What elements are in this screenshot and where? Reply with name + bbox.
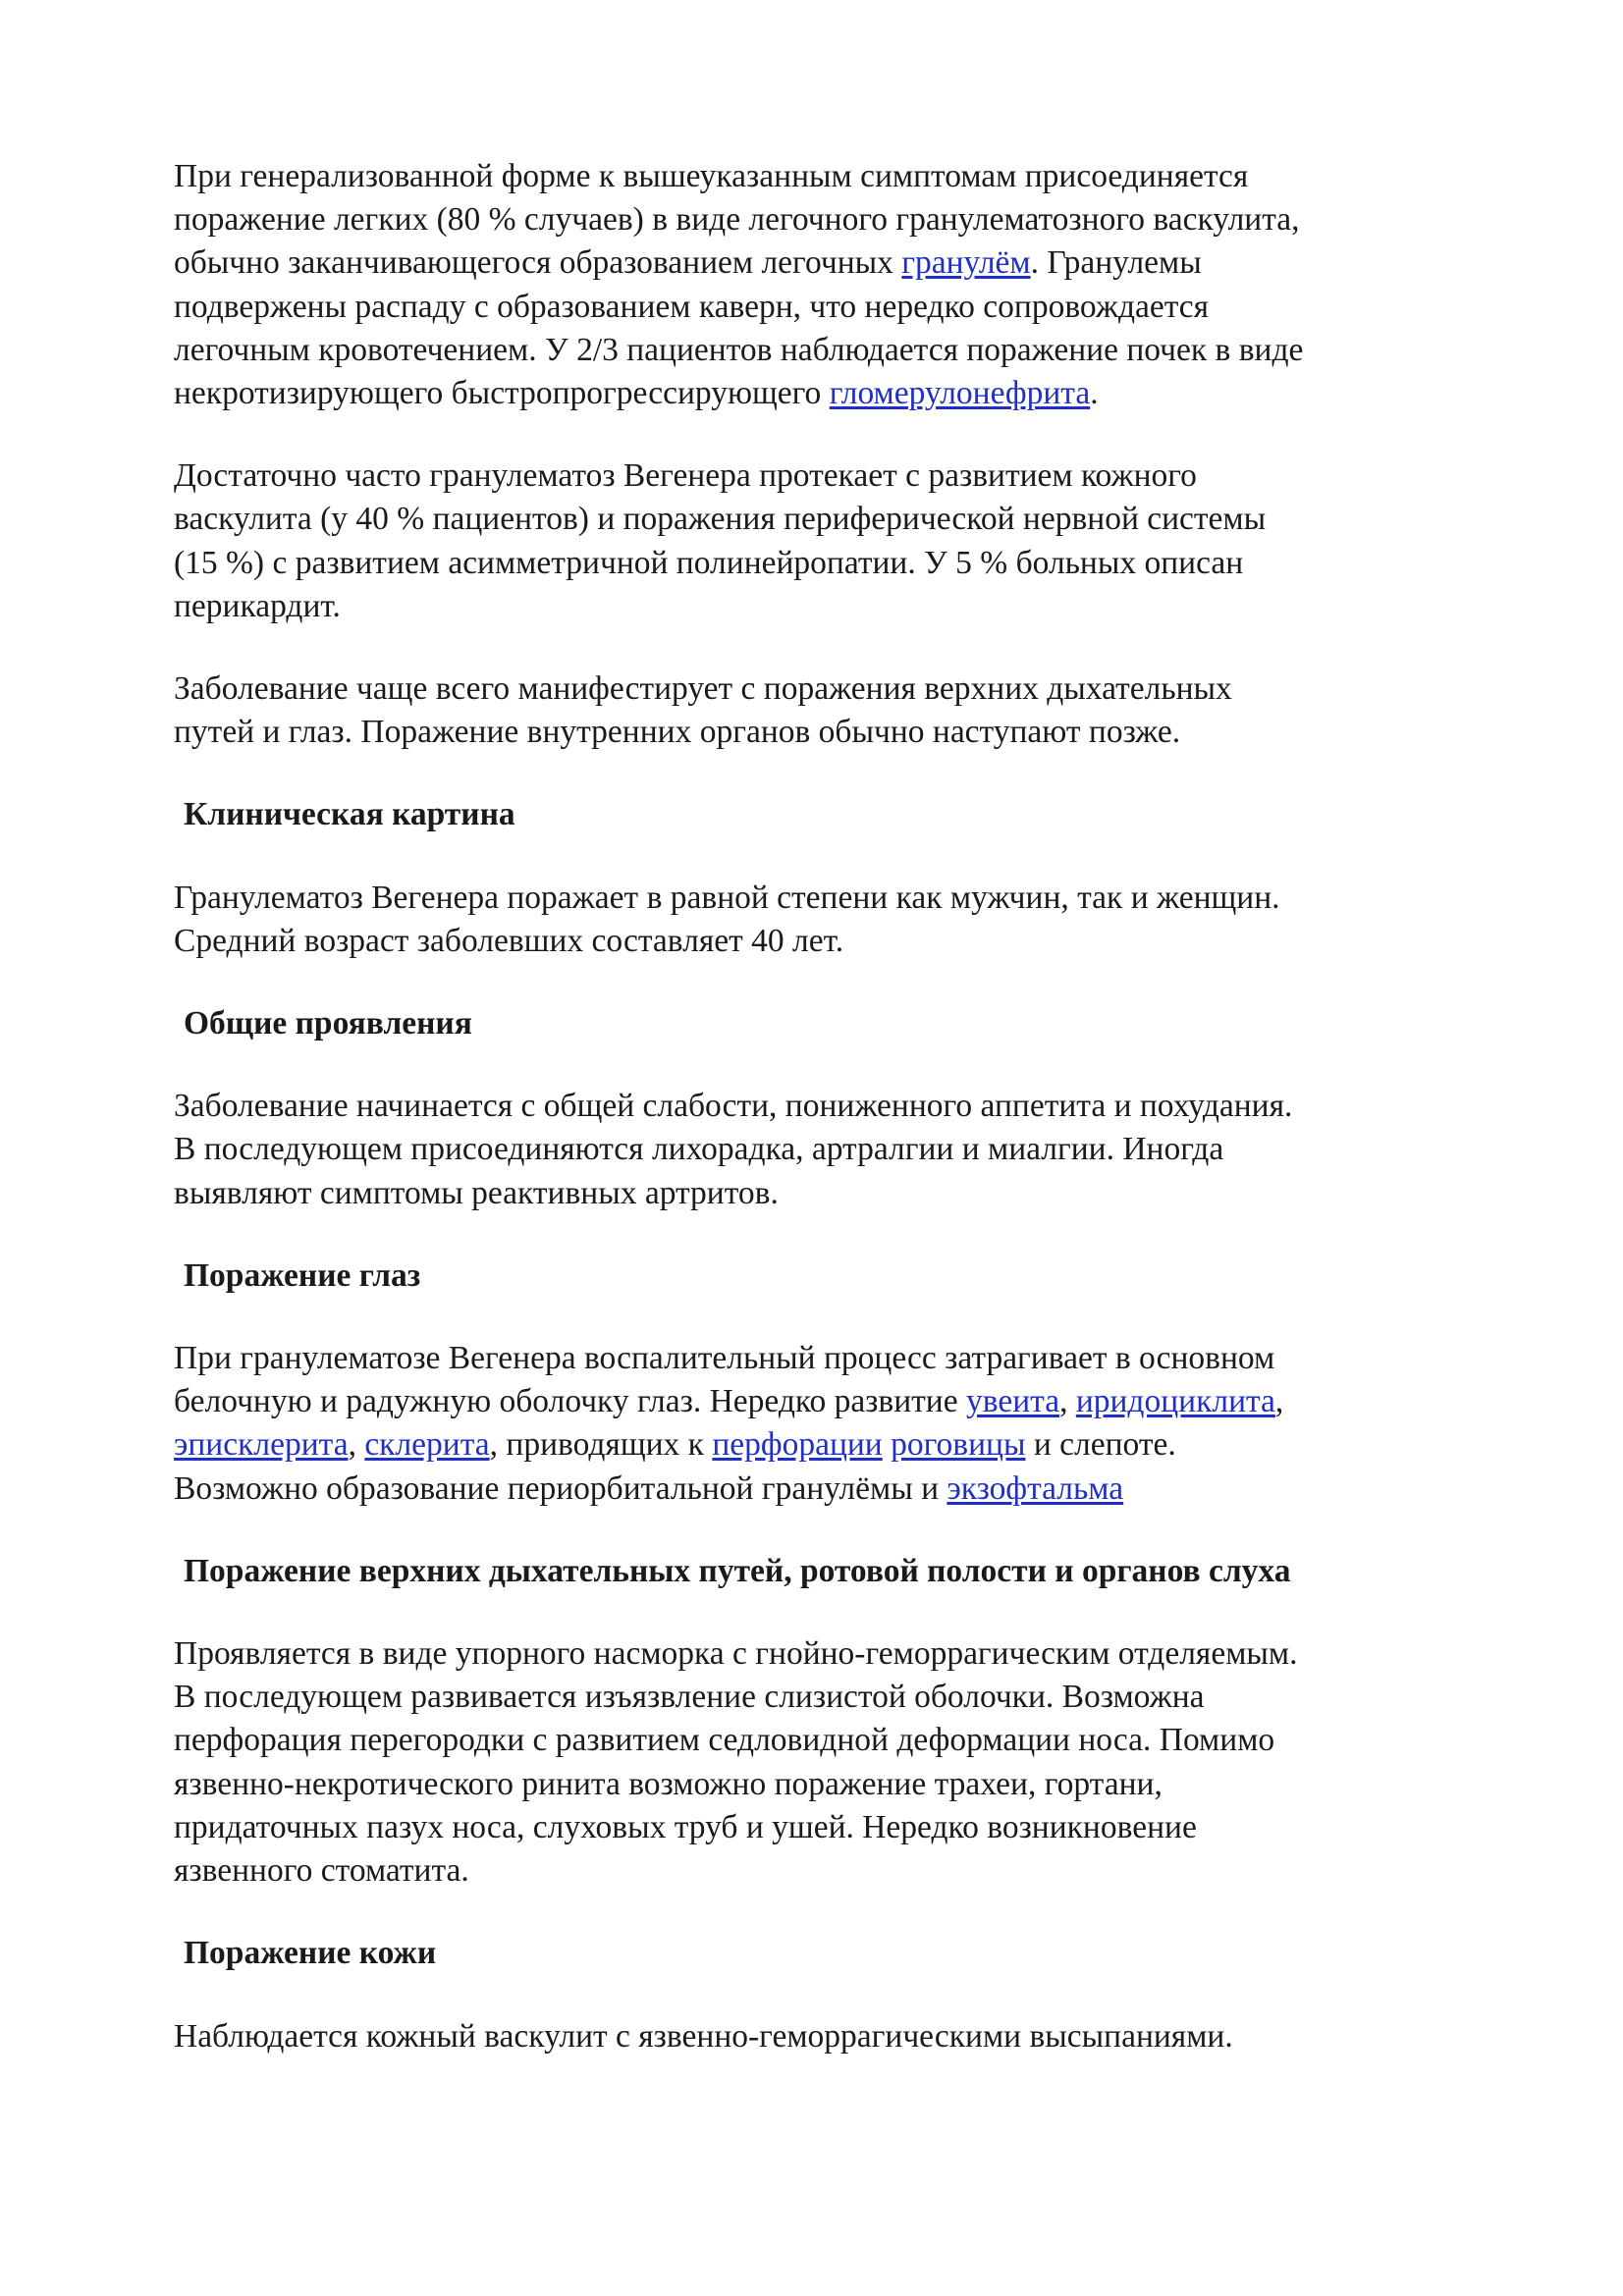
text-line bbox=[174, 1468, 1476, 1511]
text-line: легочным кровотечением. У 2/3 пациентов наблюдается поражение почек в виде bbox=[174, 331, 1304, 368]
text-line bbox=[174, 241, 1476, 285]
text-line: Проявляется в виде упорного насморка с гнойно-геморрагическим отделяемым. bbox=[174, 1635, 1298, 1673]
link-granulomas[interactable]: гранулём bbox=[901, 244, 1031, 282]
link-exophthalmos[interactable]: экзофтальма bbox=[947, 1469, 1124, 1507]
text-line: При гранулематозе Вегенера воспалительный процесс затрагивает в основном bbox=[174, 1340, 1275, 1377]
text-line: (15 %) с развитием асимметричной полинейропатии. У 5 % больных описан bbox=[174, 544, 1244, 581]
text-line: подвержены распаду с образованием каверн, что нередко сопровождается bbox=[174, 288, 1210, 325]
text-fragment: , bbox=[1059, 1383, 1076, 1420]
text-fragment: и слепоте. bbox=[1025, 1426, 1176, 1464]
text-line: язвенного стоматита. bbox=[174, 1852, 469, 1890]
text-fragment: , bbox=[348, 1426, 365, 1464]
text-line: путей и глаз. Поражение внутренних органов обычно наступают позже. bbox=[174, 714, 1181, 751]
link-scleritis[interactable]: склерита bbox=[364, 1426, 490, 1464]
paragraph-demographics bbox=[174, 877, 1476, 963]
text-line: перикардит. bbox=[174, 587, 341, 624]
paragraph-eye-involvement bbox=[174, 1337, 1476, 1511]
text-line: перфорация перегородки с развитием седловидной деформации носа. Помимо bbox=[174, 1722, 1275, 1759]
link-perforation[interactable]: перфорации bbox=[712, 1426, 883, 1464]
text-fragment: . Гранулемы bbox=[1030, 244, 1202, 282]
text-line bbox=[174, 1380, 1476, 1423]
paragraph-onset bbox=[174, 667, 1476, 754]
link-glomerulonephritis[interactable]: гломерулонефрита bbox=[829, 375, 1091, 412]
text-fragment: некротизирующего быстропрогрессирующего bbox=[174, 375, 830, 412]
text-line: При генерализованной форме к вышеуказанным симптомам присоединяется bbox=[174, 158, 1249, 194]
text-line: Гранулематоз Вегенера поражает в равной степени как мужчин, так и женщин. bbox=[174, 879, 1280, 916]
text-line bbox=[174, 372, 1476, 415]
paragraph-general-manifestations bbox=[174, 1085, 1476, 1215]
heading-eye-involvement: Поражение глаз bbox=[184, 1256, 421, 1294]
text-fragment bbox=[883, 1426, 891, 1463]
heading-upper-respiratory: Поражение верхних дыхательных путей, ротовой полости и органов слуха bbox=[184, 1552, 1291, 1589]
paragraph-upper-respiratory bbox=[174, 1632, 1476, 1893]
text-line: язвенно-некротического ринита возможно поражение трахеи, гортани, bbox=[174, 1765, 1163, 1802]
text-line: Заболевание чаще всего манифестирует с поражения верхних дыхательных bbox=[174, 670, 1232, 708]
text-line: Наблюдается кожный васкулит с язвенно-геморрагическими высыпаниями. bbox=[174, 2017, 1233, 2055]
heading-general-manifestations: Общие проявления bbox=[184, 1005, 472, 1042]
heading-skin-involvement: Поражение кожи bbox=[184, 1935, 437, 1972]
text-line: Достаточно часто гранулематоз Вегенера протекает с развитием кожного bbox=[174, 457, 1197, 495]
text-line: васкулита (у 40 % пациентов) и поражения периферической нервной системы bbox=[174, 501, 1267, 538]
text-line: придаточных пазух носа, слуховых труб и ушей. Нередко возникновение bbox=[174, 1808, 1197, 1845]
text-line bbox=[174, 1423, 1476, 1467]
text-fragment: . bbox=[1090, 375, 1099, 412]
paragraph-skin-nerve-involvement bbox=[174, 454, 1476, 628]
text-fragment: Возможно образование периорбитальной гранулёмы и bbox=[174, 1469, 947, 1507]
text-fragment: , приводящих к bbox=[489, 1426, 713, 1464]
paragraph-generalized-form bbox=[174, 155, 1476, 415]
link-uveitis[interactable]: увеита bbox=[965, 1383, 1060, 1420]
text-line: поражение легких (80 % случаев) в виде легочного гранулематозного васкулита, bbox=[174, 201, 1300, 239]
text-line: Заболевание начинается с общей слабости, пониженного аппетита и похудания. bbox=[174, 1088, 1293, 1125]
link-cornea[interactable]: роговицы bbox=[891, 1426, 1026, 1464]
text-line: В последующем присоединяются лихорадка, артралгии и миалгии. Иногда bbox=[174, 1131, 1224, 1168]
text-line: Средний возраст заболевших составляет 40 лет. bbox=[174, 922, 844, 959]
heading-clinical-picture: Клиническая картина bbox=[184, 796, 515, 833]
link-episcleritis[interactable]: эписклерита bbox=[174, 1426, 349, 1464]
link-iridocyclitis[interactable]: иридоциклита bbox=[1075, 1383, 1275, 1420]
text-line: выявляют симптомы реактивных артритов. bbox=[174, 1174, 779, 1211]
text-fragment: , bbox=[1274, 1383, 1284, 1420]
text-fragment: белочную и радужную оболочку глаз. Нередко развитие bbox=[174, 1383, 966, 1420]
text-line: В последующем развивается изъязвление слизистой оболочки. Возможна bbox=[174, 1679, 1205, 1716]
paragraph-skin-involvement bbox=[174, 2015, 1476, 2058]
text-fragment: обычно заканчивающегося образованием легочных bbox=[174, 244, 902, 282]
